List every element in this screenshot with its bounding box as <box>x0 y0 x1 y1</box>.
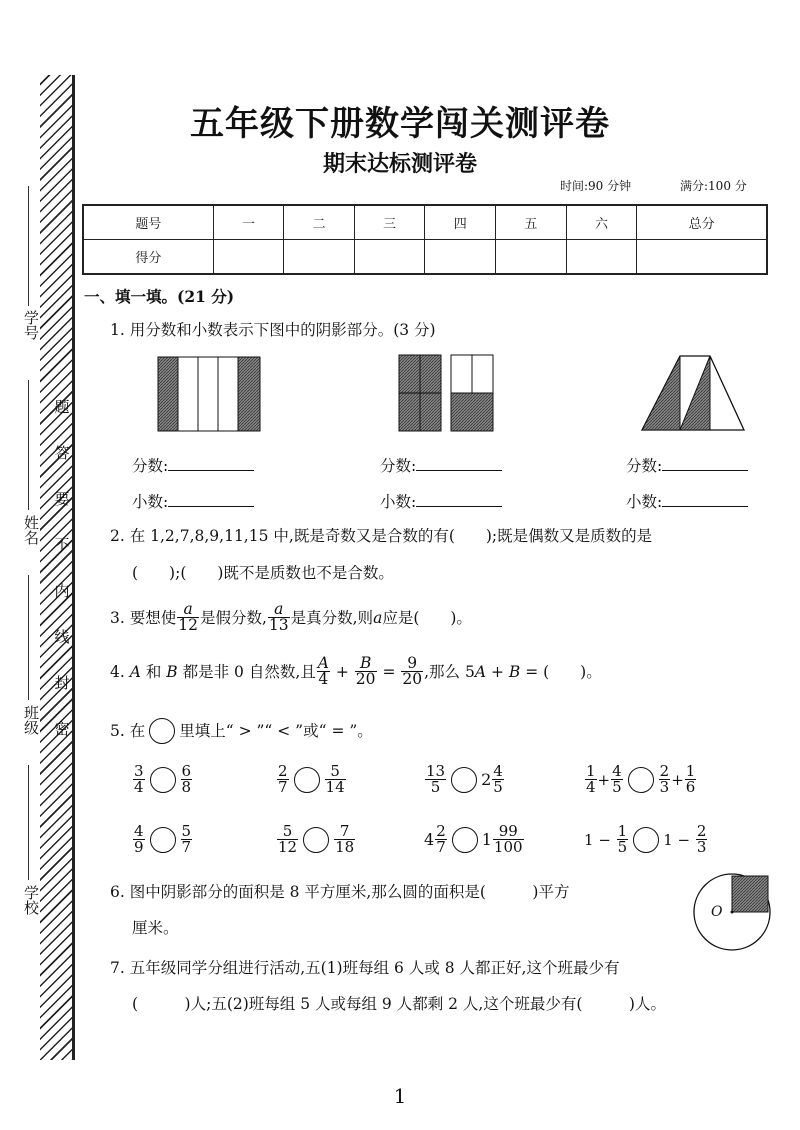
q4-text: + <box>486 662 509 681</box>
variable: B <box>508 662 521 681</box>
seal-char: 答 <box>54 444 70 462</box>
decimal-label: 小数: <box>380 493 417 511</box>
score-header-cell: 二 <box>284 205 355 240</box>
compare-item <box>424 824 525 855</box>
seal-char: 封 <box>54 674 70 692</box>
fraction-answer[interactable] <box>380 454 502 476</box>
fraction <box>355 656 377 687</box>
denominator: 5 <box>612 778 622 796</box>
decimal-answer[interactable] <box>626 490 748 512</box>
score-header-cell: 六 <box>566 205 637 240</box>
seal-char: 线 <box>54 628 70 646</box>
denominator: 5 <box>430 778 441 796</box>
fraction <box>317 656 330 687</box>
numerator: B <box>355 656 377 672</box>
q4-text: 4. <box>110 662 130 681</box>
binding-hatch <box>40 75 72 1060</box>
compare-circle[interactable] <box>294 767 320 793</box>
fraction <box>177 602 199 633</box>
fraction <box>325 764 346 795</box>
score-table <box>82 204 768 275</box>
q5-text: 里填上“ > ”“ < ”或“ = ”。 <box>179 722 373 740</box>
q3-text: 是真分数,则 <box>290 608 374 627</box>
margin-line-4 <box>28 765 29 880</box>
numerator: 2 <box>659 762 670 780</box>
question-1: 1. 用分数和小数表示下图中的阴影部分。(3 分) <box>110 321 436 339</box>
page-subtitle: 期末达标测评卷 <box>322 152 477 177</box>
fraction <box>181 824 193 855</box>
score-cell[interactable] <box>213 240 284 275</box>
numerator: 1 <box>617 822 628 840</box>
figure-split-rects <box>398 354 494 432</box>
whole-number: 4 <box>424 830 435 849</box>
whole-number: 1 <box>584 830 594 849</box>
fraction <box>659 764 671 795</box>
compare-circle[interactable] <box>633 827 659 853</box>
score-header-cell: 五 <box>496 205 567 240</box>
score-cell[interactable] <box>354 240 425 275</box>
numerator: 4 <box>493 762 503 780</box>
seal-char: 题 <box>54 398 70 416</box>
denominator: 7 <box>436 838 446 856</box>
seal-char: 要 <box>54 490 70 508</box>
numerator: a <box>268 602 290 618</box>
fraction <box>133 764 145 795</box>
score-header-cell: 题号 <box>83 205 213 240</box>
fraction <box>492 764 504 795</box>
question-7-line-2: ( )人;五(2)班每组 5 人或每组 9 人都剩 2 人,这个班最少有( )人。 <box>132 995 666 1013</box>
q3-text: 3. 要想使 <box>110 608 177 627</box>
compare-item <box>276 764 347 795</box>
fraction <box>685 764 697 795</box>
blank[interactable] <box>662 454 748 471</box>
q4-text: 和 <box>140 662 167 681</box>
whole-number: 2 <box>481 770 492 789</box>
score-header-cell: 三 <box>354 205 425 240</box>
numerator: 13 <box>426 762 446 780</box>
numerator: 3 <box>134 762 144 780</box>
variable: A <box>474 662 487 681</box>
numerator: 4 <box>612 762 622 780</box>
numerator: 2 <box>278 762 288 780</box>
question-5 <box>110 718 373 744</box>
margin-line-3 <box>28 575 29 700</box>
section-heading: 一、填一填。(21 分) <box>84 287 235 306</box>
margin-label-student-id: 学号 <box>22 310 40 340</box>
fraction <box>435 824 447 855</box>
question-4: 4. A 和 B 都是非 0 自然数,且 $\frac{A}{4}$ + $\frac{B}{20}$ = $\frac{9}{20}$ ,那么 5 A + B = ( )。 <box>110 654 602 688</box>
numerator: 9 <box>401 656 423 672</box>
question-6-line-1: 6. 图中阴影部分的面积是 8 平方厘米,那么圆的面积是( )平方 <box>110 883 570 901</box>
fraction <box>585 764 597 795</box>
margin-line-2 <box>28 380 29 510</box>
numerator: A <box>317 654 329 672</box>
blank[interactable] <box>416 454 502 471</box>
circle-icon <box>149 718 175 744</box>
numerator: a <box>177 602 199 618</box>
circle-center-label: O <box>711 904 723 920</box>
question-2-line-1: 2. 在 1,2,7,8,9,11,15 中,既是奇数又是合数的有( );既是偶数又是质数的是 <box>110 527 653 545</box>
compare-item <box>276 824 356 855</box>
fraction <box>617 824 629 855</box>
numerator: 99 <box>493 824 524 840</box>
margin-line-1 <box>28 186 29 306</box>
score-header-cell: 四 <box>425 205 496 240</box>
numerator: 2 <box>696 822 707 840</box>
figure-triangles <box>640 354 746 432</box>
denominator: 6 <box>685 778 696 796</box>
compare-circle[interactable] <box>150 767 176 793</box>
fraction-label: 分数: <box>626 457 663 475</box>
seal-char: 不 <box>54 536 70 554</box>
fraction <box>425 764 446 795</box>
fraction <box>611 764 623 795</box>
compare-circle[interactable] <box>451 767 477 793</box>
fraction <box>334 824 355 855</box>
q4-text: 都是非 0 自然数,且 <box>177 662 316 681</box>
q5-text: 5. 在 <box>110 722 146 740</box>
compare-item <box>424 764 505 795</box>
seal-char: 密 <box>54 720 70 738</box>
denominator: 3 <box>659 778 670 796</box>
fraction-answer[interactable] <box>626 454 748 476</box>
denominator: 8 <box>181 778 192 796</box>
numerator: 5 <box>277 824 298 840</box>
variable: a <box>373 608 383 627</box>
denominator: 14 <box>325 778 345 796</box>
score-header-cell: 一 <box>213 205 284 240</box>
compare-circle[interactable] <box>150 827 176 853</box>
compare-circle[interactable] <box>303 827 329 853</box>
compare-circle[interactable] <box>628 767 654 793</box>
q4-text: ,那么 5 <box>424 662 475 681</box>
blank[interactable] <box>168 490 254 507</box>
page-number: 1 <box>393 1084 407 1108</box>
denominator: 7 <box>181 838 192 856</box>
denominator: 5 <box>617 838 628 856</box>
margin-label-class: 班级 <box>22 705 40 735</box>
numerator: 5 <box>181 822 192 840</box>
denominator: 5 <box>493 778 503 796</box>
fraction-label: 分数: <box>380 457 417 475</box>
binding-edge <box>72 75 75 1060</box>
question-3 <box>110 602 472 633</box>
score-header-cell: 总分 <box>637 205 767 240</box>
score-cell[interactable] <box>566 240 637 275</box>
fraction <box>181 764 193 795</box>
decimal-label: 小数: <box>132 493 169 511</box>
compare-item <box>132 824 193 855</box>
fraction <box>401 656 423 687</box>
score-cell[interactable] <box>637 240 767 275</box>
blank[interactable] <box>168 454 254 471</box>
denominator: 7 <box>278 778 288 796</box>
denominator: 12 <box>178 616 198 634</box>
fraction <box>277 764 289 795</box>
blank[interactable] <box>662 490 748 507</box>
numerator: 7 <box>334 824 355 840</box>
compare-circle[interactable] <box>452 827 478 853</box>
score-row-label: 得分 <box>83 240 213 275</box>
blank[interactable] <box>416 490 502 507</box>
variable: A <box>129 662 141 681</box>
denominator: 18 <box>335 838 355 856</box>
page-title: 五年级下册数学闯关测评卷 <box>190 104 610 144</box>
figure-strips <box>157 356 261 432</box>
question-6-line-2: 厘米。 <box>132 919 179 937</box>
margin-label-name: 姓名 <box>22 515 40 545</box>
denominator: 4 <box>134 778 144 796</box>
question-2-line-2: ( );( )既不是质数也不是合数。 <box>132 564 394 582</box>
fraction <box>268 602 290 633</box>
denominator: 9 <box>134 838 144 856</box>
whole-number: 1 <box>663 830 673 849</box>
numerator: 2 <box>436 822 446 840</box>
fraction <box>277 824 298 855</box>
margin-label-school: 学校 <box>22 885 40 915</box>
seal-char: 内 <box>54 582 70 600</box>
numerator: 6 <box>181 762 192 780</box>
score-cell[interactable] <box>284 240 355 275</box>
question-7-line-1: 7. 五年级同学分组进行活动,五(1)班每组 6 人或 8 人都正好,这个班最少有 <box>110 959 620 977</box>
time-info: 时间:90 分钟 <box>560 179 632 193</box>
decimal-answer[interactable] <box>132 490 254 512</box>
denominator: 3 <box>696 838 707 856</box>
numerator: 1 <box>685 762 696 780</box>
fraction-answer[interactable] <box>132 454 254 476</box>
fraction <box>133 824 145 855</box>
numerator: 4 <box>134 822 144 840</box>
denominator: 4 <box>318 670 329 688</box>
fraction <box>493 824 524 855</box>
decimal-answer[interactable] <box>380 490 502 512</box>
score-cell[interactable] <box>425 240 496 275</box>
figure-circle-square <box>692 872 772 952</box>
denominator: 13 <box>268 616 289 634</box>
fraction-label: 分数: <box>132 457 169 475</box>
numerator: 1 <box>586 762 596 780</box>
compare-item <box>132 764 193 795</box>
whole-number: 1 <box>481 830 492 849</box>
denominator: 20 <box>402 670 423 688</box>
denominator: 100 <box>493 838 523 856</box>
numerator: 5 <box>325 764 346 780</box>
q3-text: 是假分数, <box>199 608 267 627</box>
denominator: 20 <box>355 670 376 688</box>
q4-text: = ( )。 <box>520 662 602 681</box>
decimal-label: 小数: <box>626 493 663 511</box>
denominator: 12 <box>278 838 298 856</box>
fraction <box>696 824 708 855</box>
score-info: 满分:100 分 <box>680 179 747 193</box>
variable: B <box>166 662 178 681</box>
compare-item: $\frac{1}{4}$ + $\frac{4}{5}$ $\frac{2}{3}$ + $\frac{1}{6}$ <box>586 762 696 796</box>
score-cell[interactable] <box>496 240 567 275</box>
compare-item: 1 − $\frac{1}{5}$ 1 − $\frac{2}{3}$ <box>584 822 707 856</box>
denominator: 4 <box>586 778 596 796</box>
q3-text: 应是( )。 <box>382 608 472 627</box>
